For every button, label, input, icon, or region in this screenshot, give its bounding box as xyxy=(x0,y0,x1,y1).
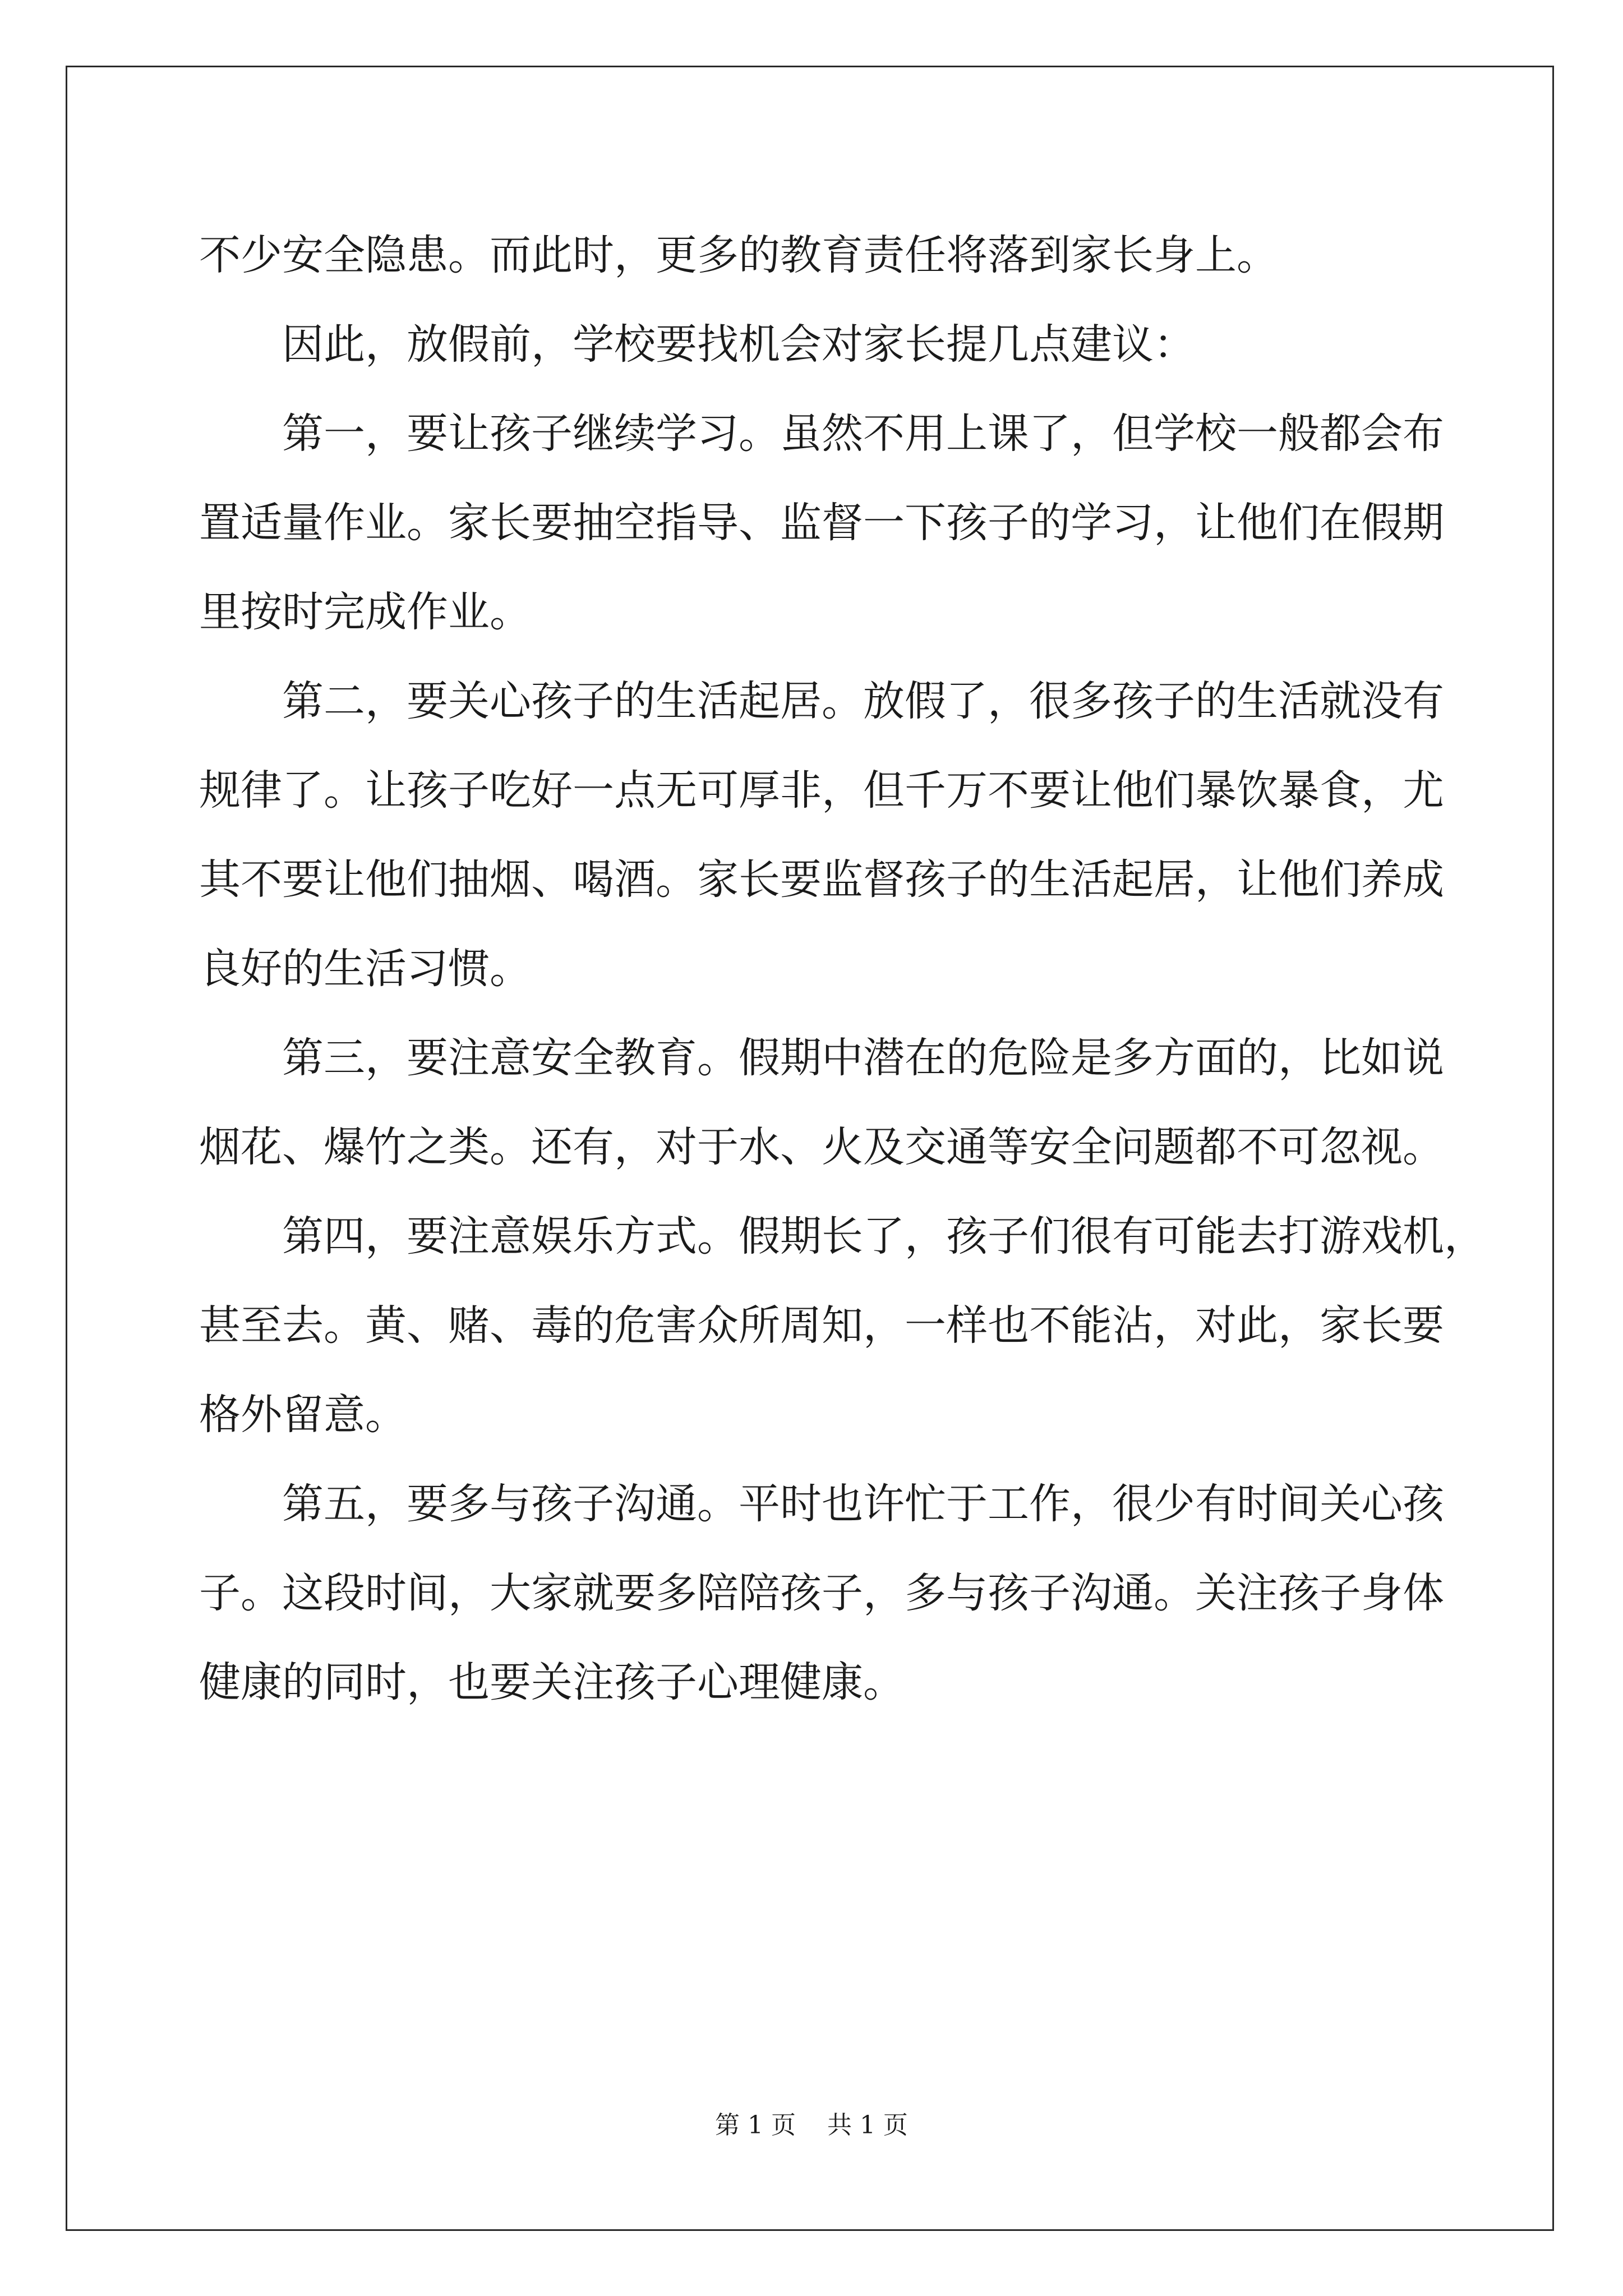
text-line: 第二，要关心孩子的生活起居。放假了，很多孩子的生活就没有 xyxy=(282,677,1444,725)
text-line: 规律了。让孩子吃好一点无可厚非，但千万不要让他们暴饮暴食，尤 xyxy=(199,766,1444,815)
text-line: 不少安全隐患。而此时，更多的教育责任将落到家长身上。 xyxy=(199,231,1278,279)
document-body xyxy=(199,211,1486,1727)
text-line: 良好的生活习惯。 xyxy=(199,945,531,993)
text-line: 里按时完成作业。 xyxy=(199,588,531,636)
text-line: 健康的同时，也要关注孩子心理健康。 xyxy=(199,1658,905,1706)
text-line: 第四，要注意娱乐方式。假期长了，孩子们很有可能去打游戏机， xyxy=(282,1212,1486,1260)
page-footer: 第 1 页 共 1 页 xyxy=(715,2111,908,2139)
text-line: 置适量作业。家长要抽空指导、监督一下孩子的学习，让他们在假期 xyxy=(199,499,1444,547)
text-line: 其不要让他们抽烟、喝酒。家长要监督孩子的生活起居，让他们养成 xyxy=(199,855,1444,904)
text-line: 第一，要让孩子继续学习。虽然不用上课了，但学校一般都会布 xyxy=(282,409,1444,458)
text-line: 因此，放假前，学校要找机会对家长提几点建议： xyxy=(282,320,1195,369)
text-line: 甚至去。黄、赌、毒的危害众所周知，一样也不能沾，对此，家长要 xyxy=(199,1301,1444,1350)
text-line: 第三，要注意安全教育。假期中潜在的危险是多方面的，比如说 xyxy=(282,1034,1444,1082)
text-line: 格外留意。 xyxy=(199,1391,407,1439)
text-line: 第五，要多与孩子沟通。平时也许忙于工作，很少有时间关心孩 xyxy=(282,1480,1444,1528)
text-line: 烟花、爆竹之类。还有，对于水、火及交通等安全问题都不可忽视。 xyxy=(199,1123,1444,1171)
text-line: 子。这段时间，大家就要多陪陪孩子，多与孩子沟通。关注孩子身体 xyxy=(199,1569,1444,1617)
